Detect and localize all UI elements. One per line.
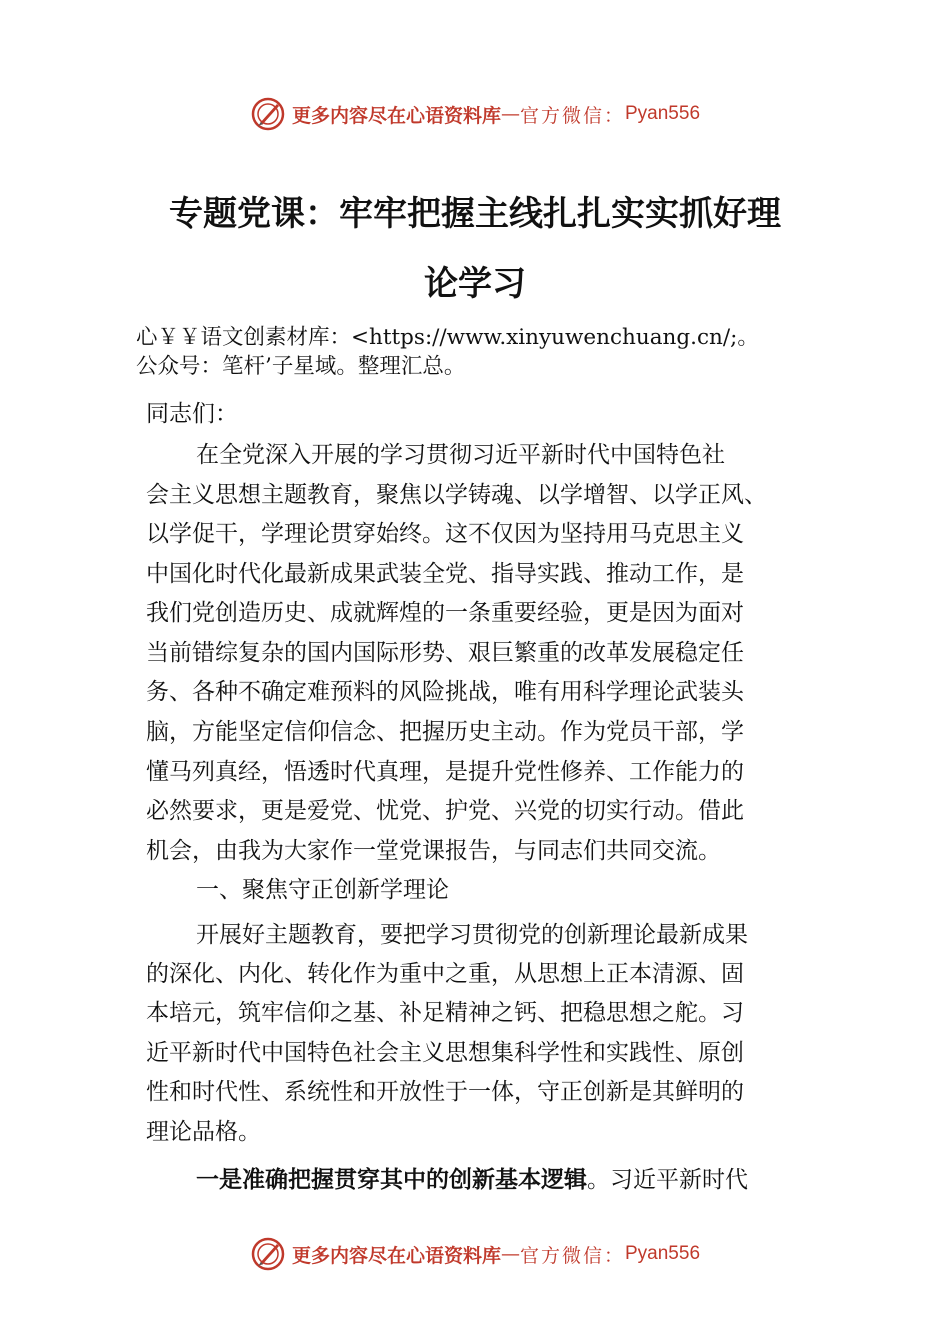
paragraph-rest-text: 。习近平新时代 (587, 1167, 748, 1193)
paragraph-line: 会主义思想主题教育，聚焦以学铸魂、以学增智、以学正风、 (146, 482, 767, 508)
paragraph-line: 性和时代性、系统性和开放性于一体，守正创新是其鲜明的 (146, 1079, 744, 1105)
banner-dash: — (500, 1243, 520, 1265)
paragraph-line: 在全党深入开展的学习贯彻习近平新时代中国特色社 (196, 442, 725, 468)
pen-logo-icon (250, 96, 286, 132)
paragraph-line: 近平新时代中国特色社会主义思想集科学性和实践性、原创 (146, 1040, 744, 1066)
paragraph-line: 机会，由我为大家作一堂党课报告，与同志们共同交流。 (146, 838, 721, 864)
banner-wechat-label: 官方微信： (519, 1244, 625, 1267)
paragraph-line: 开展好主题教育，要把学习贯彻党的创新理论最新成果 (196, 922, 748, 948)
paragraph-line (196, 1164, 748, 1196)
source-line-2: 公众号：笔杆’子星域。整理汇总。 (136, 354, 466, 379)
paragraph-line: 的深化、内化、转化作为重中之重，从思想上正本清源、固 (146, 961, 744, 987)
banner-dash: — (500, 103, 520, 125)
pen-logo-icon (250, 1236, 286, 1272)
paragraph-line: 务、各种不确定难预料的风险挑战，唯有用科学理论武装头 (146, 679, 744, 705)
paragraph-line: 中国化时代化最新成果武装全党、指导实践、推动工作，是 (146, 561, 744, 587)
document-title-line-2: 论学习 (424, 264, 526, 304)
paragraph-line: 我们党创造历史、成就辉煌的一条重要经验，更是因为面对 (146, 600, 744, 626)
banner-wechat-id: Pyan556 (625, 103, 701, 124)
greeting: 同志们： (146, 401, 238, 427)
banner-wechat-id: Pyan556 (625, 1243, 701, 1264)
paragraph-line: 当前错综复杂的国内国际形势、艰巨繁重的改革发展稳定任 (146, 640, 744, 666)
source-line-1: 心￥￥语文创素材库：<https://www.xinyuwenchuang.cn/;。 (136, 325, 759, 350)
banner-wechat-label: 官方微信： (519, 104, 625, 127)
paragraph-line: 脑，方能坚定信仰信念、把握历史主动。作为党员干部，学 (146, 719, 744, 745)
bold-lead-text: 一是准确把握贯穿其中的创新基本逻辑 (196, 1167, 587, 1193)
paragraph-line: 理论品格。 (146, 1119, 261, 1145)
banner-main-text: 更多内容尽在心语资料库 (291, 104, 501, 127)
banner-main-text: 更多内容尽在心语资料库 (291, 1244, 501, 1267)
paragraph-line: 本培元，筑牢信仰之基、补足精神之钙、把稳思想之舵。习 (146, 1000, 744, 1026)
section-heading: 一、聚焦守正创新学理论 (196, 877, 449, 903)
paragraph-line: 懂马列真经，悟透时代真理，是提升党性修养、工作能力的 (146, 759, 744, 785)
document-title-line-1: 专题党课：牢牢把握主线扎扎实实抓好理 (169, 194, 781, 234)
footer-banner (0, 1236, 950, 1272)
paragraph-line: 以学促干，学理论贯穿始终。这不仅因为坚持用马克思主义 (146, 521, 744, 547)
header-banner (0, 96, 950, 132)
paragraph-line: 必然要求，更是爱党、忧党、护党、兴党的切实行动。借此 (146, 798, 744, 824)
